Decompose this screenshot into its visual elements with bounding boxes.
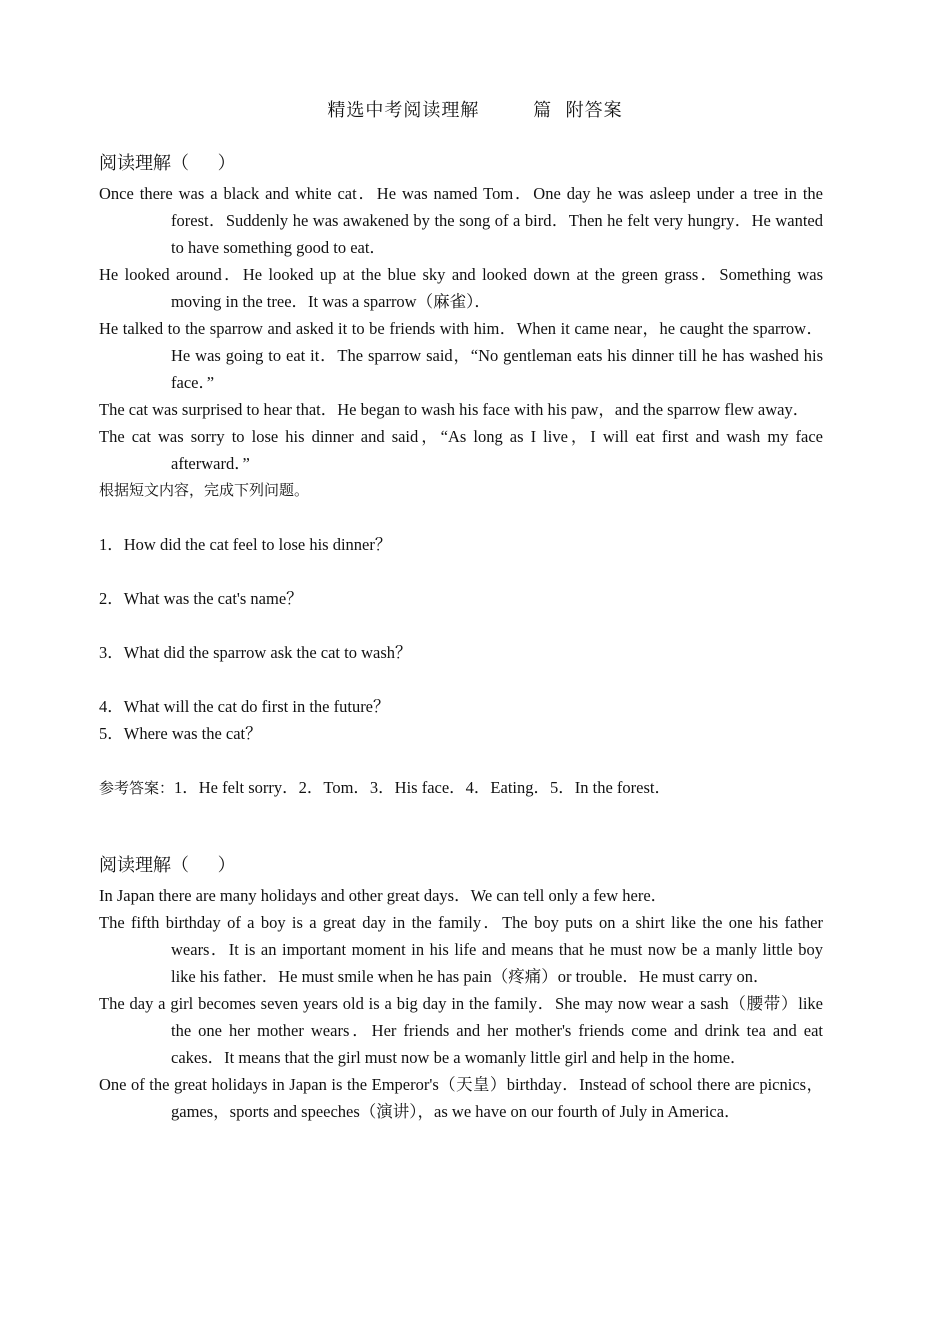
paragraph: The cat was surprised to hear that．He began to wash his face with his paw，and the sparrow flew away． [99, 400, 810, 419]
reading-section-2 [99, 852, 823, 1125]
question: 5．Where was the cat？ [99, 724, 262, 743]
question: 3．What did the sparrow ask the cat to wash？ [99, 643, 412, 662]
question: 4．What will the cat do first in the future？ [99, 697, 390, 716]
answer-key [99, 774, 823, 802]
paragraph: The cat was sorry to lose his dinner and said，“As long as I live，I will eat first and wash my face afterward．” [99, 427, 823, 473]
section-heading: 阅读理解（ ） [99, 153, 236, 174]
paragraph: Once there was a black and white cat．He was named Tom．One day he was asleep under a tree in the forest．Suddenly he was awakened by the song of a bird．Then he felt very hungry．He wanted to have something good to eat． [99, 184, 823, 257]
answer-label: 参考答案： [99, 779, 175, 797]
paragraph: He looked around．He looked up at the blue sky and looked down at the green grass．Something was moving in the tree．It was a sparrow（麻雀）． [99, 265, 823, 311]
paragraph: He talked to the sparrow and asked it to be friends with him．When it came near，he caught the sparrow．He was going to eat it．The sparrow said，“No gentleman eats his dinner till he has washed his face．” [99, 319, 823, 392]
paragraph: One of the great holidays in Japan is the Emperor's（天皇）birthday．Instead of school there are picnics，games，sports and speeches（演讲），as we have on our fourth of July in America． [99, 1075, 823, 1121]
question: 2．What was the cat's name？ [99, 589, 303, 608]
paragraph: In Japan there are many holidays and other great days．We can tell only a few here． [99, 886, 668, 905]
section-heading: 阅读理解（ ） [99, 855, 236, 876]
answer-text: 1．He felt sorry．2．Tom．3．His face．4．Eating．5．In the forest． [174, 778, 671, 797]
instruction: 根据短文内容，完成下列问题。 [99, 481, 310, 499]
paragraph: The day a girl becomes seven years old is a big day in the family．She may now wear a sash（腰带）like the one her mother wears．Her friends and her mother's friends come and drink tea and eat cakes．It means that the girl must now be a womanly little girl and help in the home． [99, 994, 823, 1067]
reading-section-1 [99, 150, 823, 802]
question: 1．How did the cat feel to lose his dinner？ [99, 535, 392, 554]
document-title: 精选中考阅读理解 篇 附答案 [327, 100, 623, 121]
paragraph: The fifth birthday of a boy is a great day in the family．The boy puts on a shirt like the one his father wears．It is an important moment in his life and means that he must now be a manly little boy like his father．He must smile when he has pain（疼痛）or trouble．He must carry on． [99, 913, 823, 986]
